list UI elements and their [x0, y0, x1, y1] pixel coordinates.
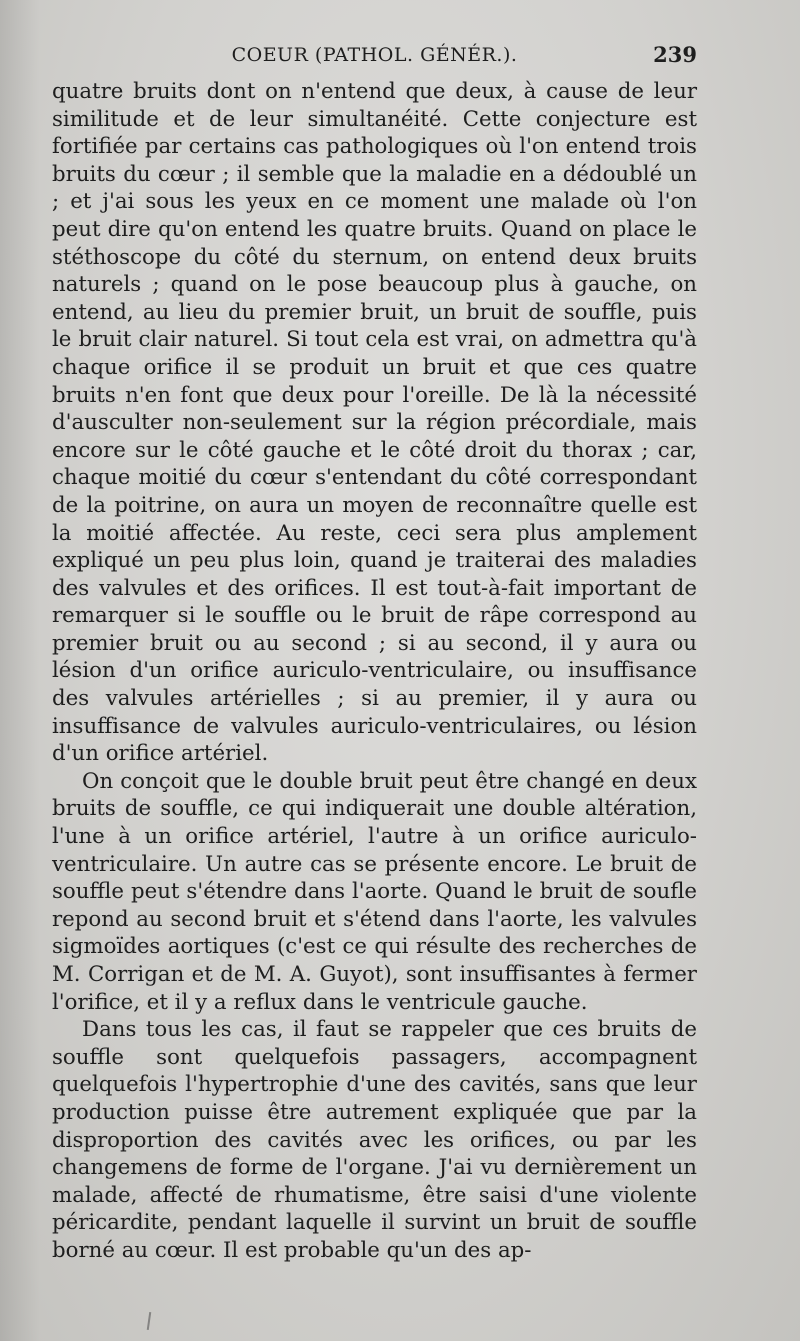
page-edge-shadow: [0, 0, 40, 1341]
stray-ink-mark: [147, 1312, 151, 1330]
running-head: [52, 44, 697, 74]
paragraph-double-souffle: On conçoit que le double bruit peut être changé en deux bruits de souffle, ce qui indiquerait une double altération, l'une à un orifice artériel, l'autre à un orifice auriculo-ventriculaire. Un autre cas se présente encore. Le bruit de souffle peut s'étendre dans l'aorte. Quand le bruit de soufle repond au second bruit et s'étend dans l'aorte, les valvules sigmoïdes aortiques (c'est ce qui résulte des recherches de M. Corrigan et de M. A. Guyot), sont insuffisantes à fermer l'orifice, et il y a reflux dans le ventricule gauche.: [52, 768, 697, 1015]
running-title: COEUR (PATHOL. GÉNÉR.).: [231, 44, 518, 66]
paragraph-continuation: quatre bruits dont on n'entend que deux, à cause de leur similitude et de leur simultanéité. Cette conjecture est fortifiée par certains cas pathologiques où l'on entend trois bruits du cœur ; il semble que la maladie en a dédoublé un ; et j'ai sous les yeux en ce moment une malade où l'on peut dire qu'on entend les quatre bruits. Quand on place le stéthoscope du côté du sternum, on entend deux bruits naturels ; quand on le pose beaucoup plus à gauche, on entend, au lieu du premier bruit, un bruit de souffle, puis le bruit clair naturel. Si tout cela est vrai, on admettra qu'à chaque orifice il se produit un bruit et que ces quatre bruits n'en font que deux pour l'oreille. De là la nécessité d'ausculter non-seulement sur la région précordiale, mais encore sur le côté gauche et le côté droit du thorax ; car, chaque moitié du cœur s'entendant du côté correspondant de la poitrine, on aura un moyen de reconnaître quelle est la moitié affectée. Au reste, ceci sera plus amplement expliqué un peu plus loin, quand je traiterai des maladies des valvules et des orifices. Il est tout-à-fait important de remarquer si le souffle ou le bruit de râpe correspond au premier bruit ou au second ; si au second, il y aura ou lésion d'un orifice auriculo-ventriculaire, ou insuffisance des valvules artérielles ; si au premier, il y aura ou insuffisance de valvules auriculo-ventriculaires, ou lésion d'un orifice artériel.: [52, 79, 697, 767]
paragraph-passagers: Dans tous les cas, il faut se rappeler que ces bruits de souffle sont quelquefois passagers, accompagnent quelquefois l'hypertrophie d'une des cavités, sans que leur production puisse être autrement expliquée que par la disproportion des cavités avec les orifices, ou par les changemens de forme de l'organe. J'ai vu dernièrement un malade, affecté de rhumatisme, être saisi d'une violente péricardite, pendant laquelle il survint un bruit de souffle borné au cœur. Il est probable qu'un des ap-: [52, 1017, 697, 1263]
body-text: [52, 78, 697, 1265]
page-number: 239: [653, 42, 697, 67]
